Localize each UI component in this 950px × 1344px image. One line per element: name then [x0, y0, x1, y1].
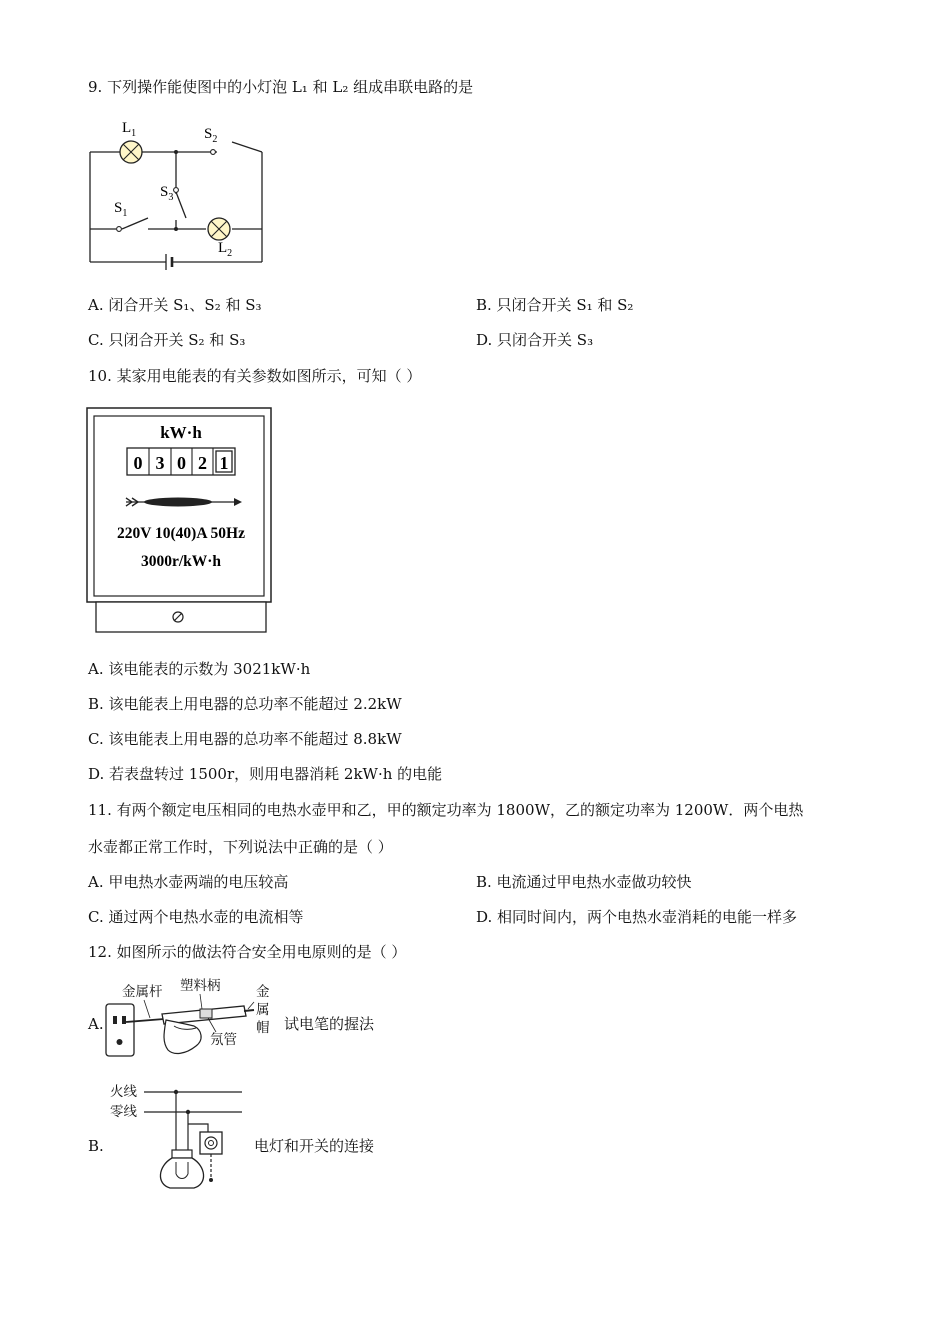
q11-option-d[interactable]: D. 相同时间内，两个电热水壶消耗的电能一样多 [476, 908, 798, 926]
q9-circuit-diagram [82, 112, 272, 272]
label-metal-cap-3: 帽 [256, 1020, 270, 1036]
meter-digit: 0 [177, 453, 186, 473]
meter-unit: kW·h [160, 423, 202, 442]
label-neon-tube: 氖管 [210, 1032, 237, 1048]
q12-option-b-caption[interactable]: 电灯和开关的连接 [254, 1137, 375, 1155]
q11-option-b[interactable]: B. 电流通过甲电热水壶做功较快 [476, 873, 692, 891]
q9-stem: 9. 下列操作能使图中的小灯泡 L₁ 和 L₂ 组成串联电路的是 [88, 78, 474, 96]
q12-stem: 12. 如图所示的做法符合安全用电原则的是（ ） [88, 943, 407, 961]
q11-stem-line2: 水壶都正常工作时，下列说法中正确的是（ ） [88, 838, 393, 856]
wall-socket-icon [106, 1004, 134, 1056]
q12-option-a-letter[interactable]: A. [88, 1015, 104, 1033]
q12-option-a-caption[interactable]: 试电笔的握法 [284, 1015, 375, 1033]
label-l1: $L_1$ [122, 120, 137, 139]
hand-icon [164, 1020, 201, 1053]
label-neutral-wire: 零线 [110, 1104, 137, 1120]
label-plastic-handle: 塑料柄 [180, 978, 221, 994]
q10-option-b[interactable]: B. 该电能表上用电器的总功率不能超过 2.2kW [88, 695, 402, 713]
test-pen-figure [104, 976, 284, 1058]
q9-option-c[interactable]: C. 只闭合开关 S₂ 和 S₃ [88, 331, 246, 349]
q10-option-a[interactable]: A. 该电能表的示数为 3021kW·h [88, 660, 311, 678]
q11-option-c[interactable]: C. 通过两个电热水壶的电流相等 [88, 908, 304, 926]
meter-digit: 1 [219, 453, 229, 473]
light-bulb-icon [160, 1150, 203, 1188]
lamp-l1-icon [120, 141, 142, 163]
energy-meter-figure [86, 406, 276, 636]
meter-digit: 2 [198, 453, 207, 473]
label-metal-cap-2: 属 [256, 1002, 270, 1018]
q11-option-a[interactable]: A. 甲电热水壶两端的电压较高 [88, 873, 289, 891]
lamp-switch-wiring-figure [108, 1080, 248, 1190]
label-s1: $S_1$ [114, 200, 128, 219]
label-s2: $S_2$ [204, 126, 218, 145]
lamp-l2-icon [208, 218, 230, 240]
meter-digit-window [127, 448, 235, 475]
meter-digit: 3 [155, 453, 165, 473]
label-live-wire: 火线 [110, 1084, 137, 1100]
s2-lever [232, 142, 262, 152]
q12-option-b-letter[interactable]: B. [88, 1137, 104, 1155]
label-s3: $S_3$ [160, 184, 174, 203]
q10-option-d[interactable]: D. 若表盘转过 1500r，则用电器消耗 2kW·h 的电能 [88, 765, 443, 783]
q10-option-c[interactable]: C. 该电能表上用电器的总功率不能超过 8.8kW [88, 730, 402, 748]
q9-option-d[interactable]: D. 只闭合开关 S₃ [476, 331, 594, 349]
meter-rev: 3000r/kW·h [140, 553, 222, 570]
q11-stem-line1: 11. 有两个额定电压相同的电热水壶甲和乙，甲的额定功率为 1800W，乙的额定功率为 1200W．两个电热 [88, 801, 804, 819]
label-metal-rod: 金属杆 [122, 984, 163, 1000]
label-l2: $L_2$ [218, 240, 233, 259]
q9-option-b[interactable]: B. 只闭合开关 S₁ 和 S₂ [476, 296, 634, 314]
meter-digit: 0 [133, 453, 143, 473]
label-metal-cap-1: 金 [256, 984, 270, 1000]
q10-stem: 10. 某家用电能表的有关参数如图所示，可知（ ） [88, 367, 422, 385]
meter-spec: 220V 10(40)A 50Hz [116, 525, 246, 542]
q9-option-a[interactable]: A. 闭合开关 S₁、S₂ 和 S₃ [88, 296, 262, 314]
test-pen-icon [126, 1006, 254, 1024]
